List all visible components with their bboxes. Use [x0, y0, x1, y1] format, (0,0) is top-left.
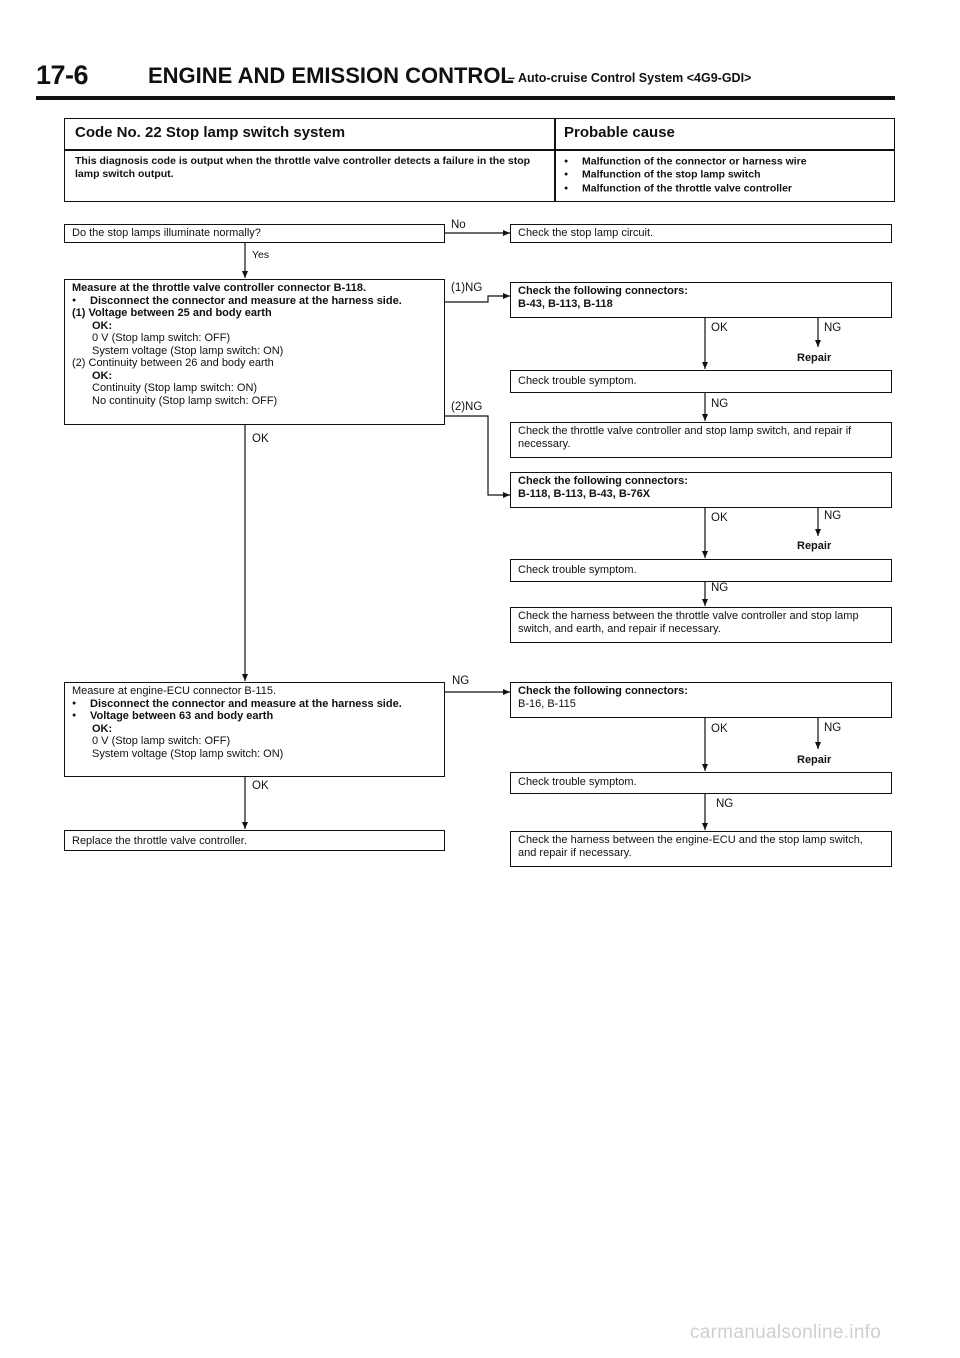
label-ng: NG: [711, 398, 729, 410]
label-ng: NG: [824, 510, 842, 522]
code-heading: Code No. 22 Stop lamp switch system: [75, 124, 346, 141]
label-1-ng: (1)NG: [451, 282, 483, 294]
check-connectors-box-2: Check the following connectors: B-118, B-113, B-43, B-76X: [510, 472, 892, 508]
label-2-ng: (2)NG: [451, 401, 483, 413]
label-ng: NG: [824, 322, 842, 334]
check-stop-lamp-box: Check the stop lamp circuit.: [510, 224, 892, 243]
label-repair: Repair: [797, 754, 832, 766]
section-subtitle: – Auto-cruise Control System <4G9-GDI>: [508, 71, 752, 85]
check-harness-ecu-box: Check the harness between the engine-ECU and the stop lamp switch, and repair if necessary.: [510, 831, 892, 867]
check-harness-tvc-box: Check the harness between the throttle valve controller and stop lamp switch, and earth, and repair if necessary.: [510, 607, 892, 643]
label-ok: OK: [252, 780, 269, 792]
check-connectors-box-1: Check the following connectors: B-43, B-113, B-118: [510, 282, 892, 318]
code-description: This diagnosis code is output when the throttle valve controller detects a failure in the stop lamp switch output.: [75, 155, 531, 180]
cause-heading: Probable cause: [564, 124, 675, 141]
label-no: No: [451, 219, 466, 231]
label-ok: OK: [711, 512, 728, 524]
check-trouble-symptom-box-3: Check trouble symptom.: [510, 772, 892, 794]
label-yes: Yes: [252, 249, 270, 261]
label-ng: NG: [716, 798, 734, 810]
cause-item: ● Malfunction of the throttle valve controller: [564, 182, 807, 195]
check-trouble-symptom-box-2: Check trouble symptom.: [510, 559, 892, 582]
check-connectors-box-3: Check the following connectors: B-16, B-115: [510, 682, 892, 718]
label-repair: Repair: [797, 540, 832, 552]
label-ok: OK: [711, 723, 728, 735]
watermark: carmanualsonline.info: [690, 1322, 882, 1343]
label-ng: NG: [452, 675, 470, 687]
label-ok: OK: [711, 322, 728, 334]
measure-ecu-connector-box: Measure at engine-ECU connector B-115. ● Disconnect the connector and measure at the harness side. ● Voltage between 63 and body earth OK: 0 V (Stop lamp switch: OFF) System voltage (Stop lamp switch: ON): [64, 682, 445, 777]
replace-tvc-box: Replace the throttle valve controller.: [64, 830, 445, 851]
cause-item: ● Malfunction of the connector or harness wire: [564, 155, 807, 168]
label-ng: NG: [711, 582, 729, 594]
label-ok: OK: [252, 433, 269, 445]
check-tvc-stop-lamp-box: Check the throttle valve controller and stop lamp switch, and repair if necessary.: [510, 422, 892, 458]
section-title: ENGINE AND EMISSION CONTROL: [148, 63, 514, 88]
check-trouble-symptom-box-1: Check trouble symptom.: [510, 370, 892, 393]
measure-tvc-connector-box: Measure at the throttle valve controller connector B-118. ● Disconnect the connector and measure at the harness side. (1) Voltage between 25 and body earth OK: 0 V (Stop lamp switch: OFF) System voltage (Stop lamp switch: ON) (2) Continuity between 26 and body earth OK: Continuity (Stop lamp switch: ON) No continuity (Stop lamp switch: OFF): [64, 279, 445, 425]
label-ng: NG: [824, 722, 842, 734]
cause-item: ● Malfunction of the stop lamp switch: [564, 168, 807, 181]
question-stop-lamps-box: Do the stop lamps illuminate normally?: [64, 224, 445, 243]
label-repair: Repair: [797, 352, 832, 364]
page-number: 17-6: [36, 60, 89, 90]
